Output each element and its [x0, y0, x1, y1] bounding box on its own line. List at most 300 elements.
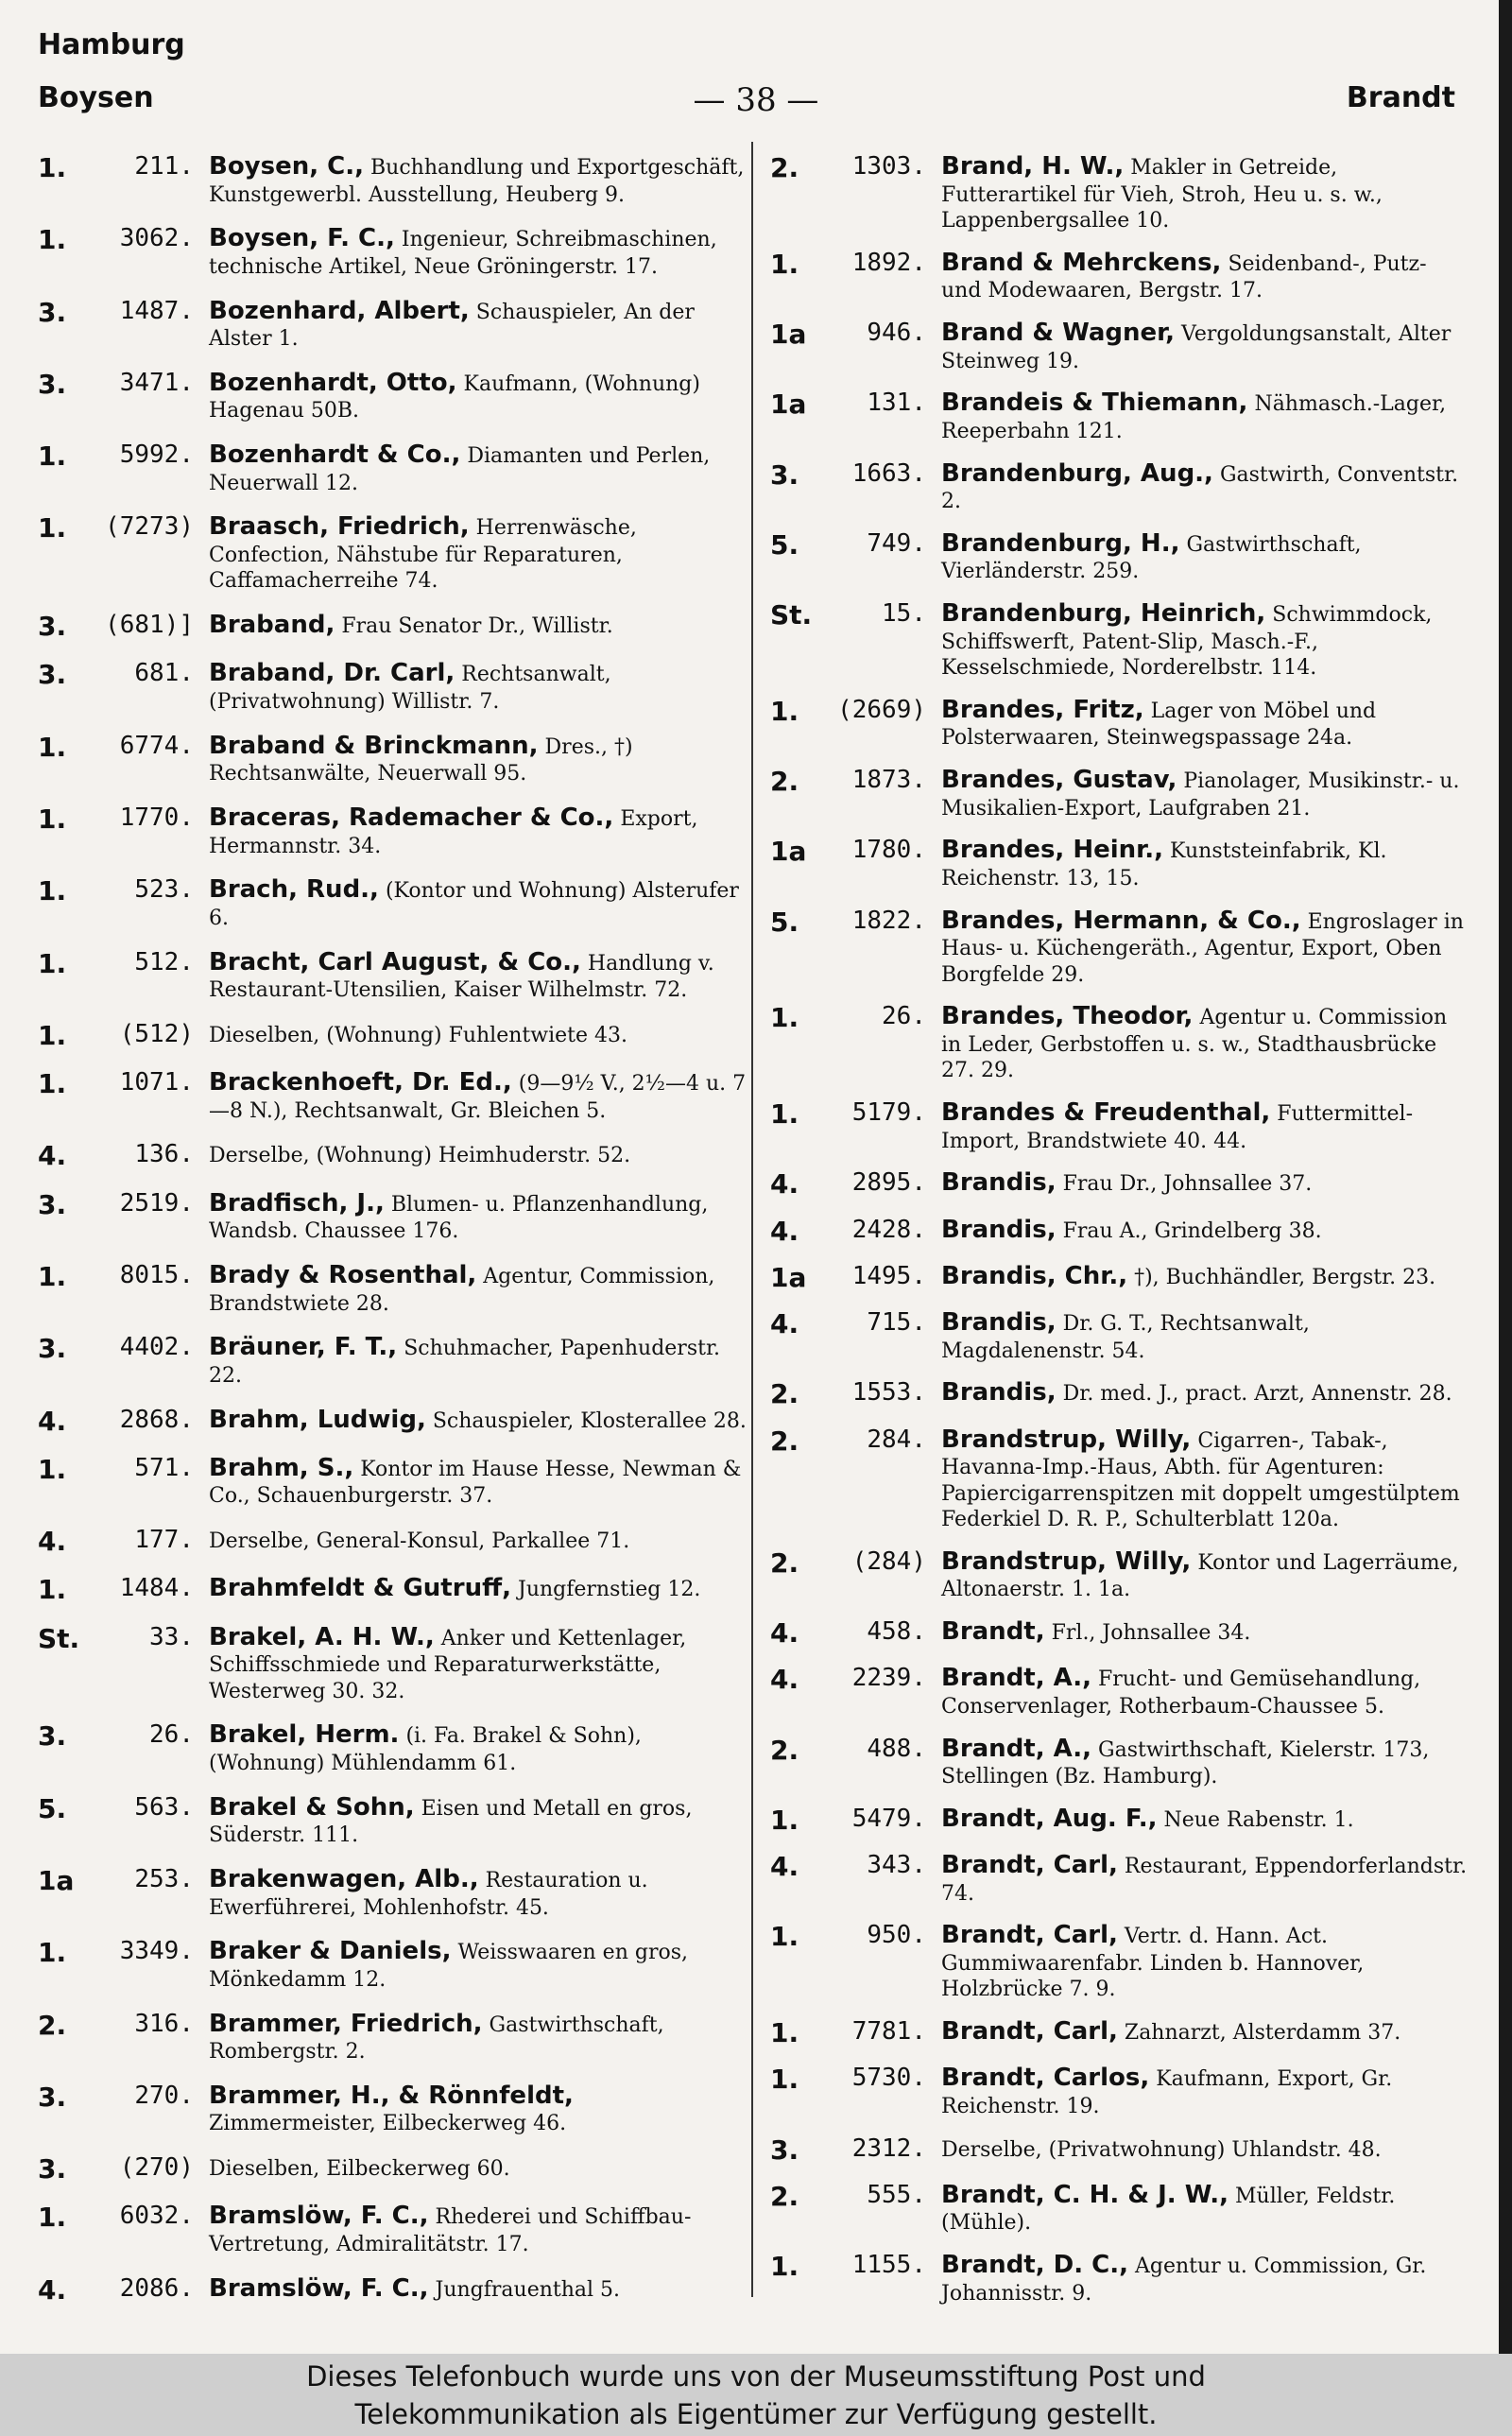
- entry-text: [209, 1019, 747, 1050]
- entry-text: [209, 1188, 747, 1245]
- phone-number: (512): [119, 1019, 194, 1048]
- directory-entry: [38, 658, 747, 715]
- exchange-code: 4.: [770, 1308, 799, 1339]
- phone-number: (284): [851, 1546, 926, 1576]
- phone-number: 1663.: [851, 458, 926, 488]
- phone-number: 15.: [882, 599, 926, 628]
- subscriber-details: Weisswaaren en gros, Mönkedamm 12.: [209, 1941, 688, 1992]
- subscriber-name: Boysen, C.,: [209, 152, 365, 181]
- entry-text: [941, 1734, 1469, 1790]
- directory-entry: [770, 2180, 1469, 2237]
- phone-number: 5730.: [851, 2064, 926, 2093]
- directory-entry: [770, 2016, 1469, 2049]
- subscriber-name: Brackenhoeft, Dr. Ed.,: [209, 1068, 512, 1097]
- entry-text: [209, 151, 747, 208]
- directory-entry: [38, 731, 747, 787]
- entry-text: [209, 1792, 747, 1849]
- phone-number: 1487.: [119, 296, 194, 325]
- exchange-code: 1.: [38, 1574, 67, 1606]
- subscriber-details: Agentur u. Commission, Gr. Johannisstr. 9.: [941, 2255, 1427, 2306]
- subscriber-name: Braband, Dr. Carl,: [209, 659, 455, 688]
- subscriber-details: Frau Senator Dr., Willistr.: [341, 614, 613, 639]
- exchange-code: 2.: [770, 766, 799, 797]
- subscriber-name: Brandt, Aug. F.,: [941, 1804, 1158, 1833]
- subscriber-name: Brandes, Heinr.,: [941, 836, 1164, 865]
- subscriber-details: Zahnarzt, Alsterdamm 37.: [1124, 2021, 1401, 2045]
- subscriber-details: Kontor und Lagerräume, Altonaerstr. 1. 1a.: [941, 1550, 1459, 1602]
- exchange-code: 3.: [38, 2081, 67, 2113]
- page-edge: [1499, 0, 1512, 2354]
- phone-number: 1495.: [851, 1261, 926, 1290]
- directory-entry: [770, 765, 1469, 821]
- subscriber-details: Dieselben, (Wohnung) Fuhlentwiete 43.: [209, 1023, 627, 1047]
- subscriber-name: Brandes, Gustav,: [941, 766, 1177, 794]
- directory-entry: [38, 947, 747, 1004]
- subscriber-details: Frucht- und Gemüsehandlung, Conservenlager, Rotherbaum-Chaussee 5.: [941, 1667, 1421, 1719]
- directory-entry: [38, 1405, 747, 1438]
- phone-number: 4402.: [119, 1333, 194, 1362]
- subscriber-details: Dieselben, Eilbeckerweg 60.: [209, 2157, 510, 2182]
- subscriber-name: Bräuner, F. T.,: [209, 1333, 398, 1362]
- subscriber-name: Bramslöw, F. C.,: [209, 2273, 429, 2303]
- subscriber-name: Brandis,: [941, 1168, 1057, 1198]
- subscriber-name: Brandt, Carlos,: [941, 2064, 1150, 2093]
- directory-entry: [38, 1936, 747, 1993]
- entry-text: [941, 2134, 1469, 2165]
- phone-number: 33.: [149, 1622, 194, 1651]
- subscriber-details: Export, Hermannstr. 34.: [209, 807, 698, 858]
- directory-entry: [38, 874, 747, 931]
- subscriber-details: Kunststeinfabrik, Kl. Reichenstr. 13, 15.: [941, 839, 1387, 890]
- entry-text: [209, 1525, 747, 1556]
- entry-text: [941, 835, 1469, 891]
- entry-text: [941, 2016, 1469, 2047]
- phone-number: 1553.: [851, 1378, 926, 1408]
- phone-number: 1484.: [119, 1574, 194, 1603]
- phone-number: (270): [119, 2153, 194, 2183]
- phone-number: 2239.: [851, 1664, 926, 1693]
- subscriber-name: Braasch, Friedrich,: [209, 512, 470, 542]
- entry-text: [941, 1546, 1469, 1603]
- subscriber-details: Pianolager, Musikinstr.- u. Musikalien-Export, Laufgraben 21.: [941, 769, 1460, 821]
- exchange-code: 5.: [770, 528, 799, 561]
- entry-text: [209, 874, 747, 931]
- entry-text: [941, 1215, 1469, 1246]
- directory-entry: [770, 598, 1469, 682]
- right-column: [770, 151, 1469, 2306]
- subscriber-details: Schauspieler, An der Alster 1.: [209, 300, 695, 352]
- entry-text: [209, 511, 747, 595]
- subscriber-name: Bozenhard, Albert,: [209, 296, 470, 325]
- directory-entry: [38, 1188, 747, 1245]
- subscriber-details: Vertr. d. Hann. Act. Gummiwaarenfabr. Linden b. Hannover, Holzbrücke 7. 9.: [941, 1925, 1365, 2002]
- directory-entry: [770, 248, 1469, 304]
- phone-number: 2868.: [119, 1405, 194, 1434]
- subscriber-details: Dres., †) Rechtsanwälte, Neuerwall 95.: [209, 734, 633, 786]
- directory-entry: [770, 1616, 1469, 1650]
- exchange-code: 3.: [38, 1720, 67, 1753]
- subscriber-details: Frau A., Grindelberg 38.: [1062, 1218, 1322, 1243]
- subscriber-details: Zimmermeister, Eilbeckerweg 46.: [209, 2112, 567, 2136]
- directory-entry: [38, 2081, 747, 2137]
- footer-line-1: Dieses Telefonbuch wurde uns von der Museumsstiftung Post und: [306, 2360, 1206, 2393]
- subscriber-details: Buchhandlung und Exportgeschäft, Kunstgewerbl. Ausstellung, Heuberg 9.: [209, 156, 745, 207]
- subscriber-name: Braceras, Rademacher & Co.,: [209, 803, 614, 833]
- phone-number: 2428.: [851, 1215, 926, 1244]
- phone-number: 26.: [882, 1002, 926, 1031]
- subscriber-name: Brandes, Fritz,: [941, 695, 1144, 724]
- entry-text: [209, 2201, 747, 2257]
- entry-text: [941, 151, 1469, 234]
- exchange-code: 1.: [38, 947, 67, 979]
- exchange-code: 1.: [38, 224, 67, 256]
- exchange-code: 3.: [38, 659, 67, 691]
- subscriber-details: Kontor im Hause Hesse, Newman & Co., Schauenburgerstr. 37.: [209, 1457, 742, 1509]
- entry-text: [209, 1332, 747, 1389]
- exchange-code: 4.: [38, 2273, 67, 2306]
- subscriber-name: Brandenburg, Aug.,: [941, 458, 1213, 488]
- subscriber-name: Brandstrup, Willy,: [941, 1425, 1192, 1454]
- subscriber-name: Brand & Wagner,: [941, 319, 1176, 347]
- exchange-code: 3.: [38, 611, 67, 643]
- directory-entry: [770, 1804, 1469, 1837]
- exchange-code: 1.: [770, 1002, 799, 1034]
- subscriber-details: Rhederei und Schiffbau-Vertretung, Admiralitätstr. 17.: [209, 2205, 692, 2256]
- exchange-code: 4.: [38, 1526, 67, 1558]
- directory-entry: [38, 610, 747, 643]
- entry-text: [941, 1167, 1469, 1199]
- entry-text: [941, 1425, 1469, 1533]
- exchange-code: 4.: [38, 1405, 67, 1437]
- exchange-code: 4.: [38, 1140, 67, 1172]
- left-guide-word: Boysen: [38, 81, 154, 114]
- entry-text: [209, 440, 747, 496]
- directory-entry: [38, 511, 747, 595]
- column-divider: [751, 142, 753, 2297]
- subscriber-name: Brandenburg, H.,: [941, 528, 1180, 558]
- exchange-code: 3.: [38, 1188, 67, 1220]
- entry-text: [941, 458, 1469, 515]
- subscriber-details: Seidenband-, Putz- und Modewaaren, Bergstr. 17.: [941, 251, 1427, 303]
- entry-text: [209, 223, 747, 280]
- subscriber-name: Brandis, Chr.,: [941, 1261, 1128, 1290]
- phone-number: 2086.: [119, 2273, 194, 2303]
- entry-text: [209, 368, 747, 424]
- entry-text: [941, 906, 1469, 989]
- directory-entry: [770, 1920, 1469, 2003]
- exchange-code: 2.: [770, 1378, 799, 1410]
- subscriber-name: Brandt, A.,: [941, 1664, 1092, 1693]
- subscriber-details: Vergoldungsanstalt, Alter Steinweg 19.: [941, 322, 1452, 373]
- exchange-code: 4.: [770, 1215, 799, 1247]
- subscriber-name: Braband,: [209, 611, 335, 640]
- directory-entry: [38, 1792, 747, 1849]
- subscriber-name: Brandt, Carl,: [941, 2017, 1118, 2046]
- directory-entry: [38, 440, 747, 496]
- entry-text: [941, 1261, 1469, 1292]
- phone-number: 950.: [867, 1921, 926, 1950]
- exchange-code: 1.: [38, 441, 67, 473]
- entry-text: [941, 1850, 1469, 1907]
- directory-entry: [770, 2250, 1469, 2306]
- subscriber-details: Herrenwäsche, Confection, Nähstube für Reparaturen, Caffamacherreihe 74.: [209, 516, 637, 594]
- exchange-code: 1.: [770, 1804, 799, 1836]
- directory-entry: [770, 1097, 1469, 1154]
- exchange-code: 1a: [770, 319, 807, 350]
- subscriber-details: Neue Rabenstr. 1.: [1163, 1807, 1354, 1832]
- phone-number: 2519.: [119, 1188, 194, 1218]
- subscriber-details: Müller, Feldstr. (Mühle).: [941, 2184, 1396, 2236]
- exchange-code: 5.: [770, 906, 799, 938]
- entry-text: [209, 803, 747, 859]
- directory-entry: [38, 1453, 747, 1510]
- phone-number: 5179.: [851, 1098, 926, 1127]
- directory-entry: [770, 1850, 1469, 1907]
- subscriber-name: Brakel, A. H. W.,: [209, 1622, 435, 1651]
- subscriber-name: Boysen, F. C.,: [209, 224, 395, 253]
- exchange-code: 1.: [38, 152, 67, 183]
- subscriber-name: Brandstrup, Willy,: [941, 1546, 1192, 1576]
- directory-entry: [770, 1167, 1469, 1201]
- subscriber-details: Agentur, Commission, Brandstwiete 28.: [209, 1265, 715, 1316]
- phone-number: 1770.: [119, 803, 194, 833]
- subscriber-name: Brandis,: [941, 1378, 1057, 1408]
- phone-number: 571.: [134, 1453, 194, 1482]
- phone-number: (681)]: [105, 611, 194, 640]
- entry-text: [941, 1097, 1469, 1154]
- entry-text: [941, 1804, 1469, 1835]
- subscriber-details: Gastwirthschaft, Rombergstr. 2.: [209, 2013, 664, 2065]
- phone-number: 5992.: [119, 441, 194, 470]
- subscriber-details: Kaufmann, Export, Gr. Reichenstr. 19.: [941, 2067, 1393, 2118]
- entry-text: [209, 1864, 747, 1921]
- phone-number: 253.: [134, 1865, 194, 1894]
- exchange-code: 2.: [770, 1425, 799, 1457]
- directory-entry: [770, 695, 1469, 752]
- subscriber-name: Brand & Mehrckens,: [941, 248, 1222, 277]
- subscriber-name: Brandt, Carl,: [941, 1851, 1118, 1879]
- exchange-code: 1.: [38, 2202, 67, 2234]
- entry-text: [941, 1920, 1469, 2003]
- subscriber-details: (9—9½ V., 2½—4 u. 7—8 N.), Rechtsanwalt, Gr. Bleichen 5.: [209, 1072, 747, 1123]
- subscriber-name: Brandt, C. H. & J. W.,: [941, 2180, 1229, 2209]
- subscriber-details: Schauspieler, Klosterallee 28.: [432, 1408, 747, 1433]
- entry-text: [209, 2009, 747, 2065]
- exchange-code: 1.: [770, 695, 799, 727]
- subscriber-name: Bramslöw, F. C.,: [209, 2202, 429, 2231]
- directory-entry: [770, 151, 1469, 234]
- subscriber-name: Brandis,: [941, 1215, 1057, 1244]
- subscriber-name: Bozenhardt & Co.,: [209, 441, 461, 470]
- entry-text: [209, 2273, 747, 2305]
- phone-number: 26.: [149, 1720, 194, 1750]
- subscriber-details: Kaufmann, (Wohnung) Hagenau 50B.: [209, 371, 700, 423]
- entry-text: [941, 1377, 1469, 1408]
- footer-notice: [0, 2354, 1512, 2436]
- exchange-code: 1a: [770, 389, 807, 421]
- subscriber-details: Derselbe, General-Konsul, Parkallee 71.: [209, 1529, 630, 1554]
- phone-number: 136.: [134, 1140, 194, 1169]
- directory-entry: [38, 1019, 747, 1052]
- subscriber-name: Braband & Brinckmann,: [209, 731, 539, 760]
- exchange-code: 2.: [770, 2180, 799, 2212]
- exchange-code: 1.: [38, 803, 67, 836]
- subscriber-details: Lager von Möbel und Polsterwaaren, Steinwegspassage 24a.: [941, 699, 1377, 751]
- phone-number: 270.: [134, 2081, 194, 2110]
- exchange-code: 1.: [770, 1098, 799, 1130]
- directory-entry: [770, 835, 1469, 891]
- phone-number: 715.: [867, 1308, 926, 1337]
- directory-entry: [770, 1425, 1469, 1533]
- subscriber-details: Dr. G. T., Rechtsanwalt, Magdalenenstr. 54.: [941, 1312, 1310, 1363]
- entry-text: [941, 2250, 1469, 2306]
- phone-number: 1892.: [851, 248, 926, 277]
- directory-entry: [38, 2201, 747, 2257]
- subscriber-name: Brandes, Hermann, & Co.,: [941, 906, 1301, 935]
- exchange-code: 1.: [38, 1261, 67, 1292]
- directory-entry: [38, 1573, 747, 1606]
- directory-entry: [38, 1622, 747, 1705]
- directory-entry: [38, 151, 747, 208]
- entry-text: [941, 765, 1469, 821]
- phone-number: 6774.: [119, 731, 194, 760]
- entry-text: [941, 528, 1469, 585]
- subscriber-name: Brandt, A.,: [941, 1734, 1092, 1763]
- phone-number: 284.: [867, 1425, 926, 1454]
- phone-number: 7781.: [851, 2017, 926, 2046]
- entry-text: [941, 598, 1469, 682]
- subscriber-details: Gastwirthschaft, Vierländerstr. 259.: [941, 532, 1362, 584]
- phone-number: 563.: [134, 1792, 194, 1822]
- exchange-code: 2.: [38, 2009, 67, 2041]
- subscriber-name: Bracht, Carl August, & Co.,: [209, 947, 581, 976]
- entry-text: [941, 1663, 1469, 1719]
- entry-text: [209, 1067, 747, 1124]
- entry-text: [209, 731, 747, 787]
- subscriber-details: Gastwirthschaft, Kielerstr. 173, Stellingen (Bz. Hamburg).: [941, 1737, 1430, 1788]
- entry-text: [209, 1260, 747, 1317]
- directory-entry: [38, 223, 747, 280]
- subscriber-name: Brady & Rosenthal,: [209, 1261, 477, 1289]
- exchange-code: 1.: [770, 2251, 799, 2282]
- right-guide-word: Brandt: [1346, 81, 1455, 114]
- exchange-code: 3.: [38, 2153, 67, 2185]
- subscriber-details: Makler in Getreide, Futterartikel für Vieh, Stroh, Heu u. s. w., Lappenbergsallee 10.: [941, 156, 1383, 233]
- page-number: — 38 —: [693, 81, 819, 119]
- subscriber-details: Restauration u. Ewerführerei, Mohlenhofstr. 45.: [209, 1869, 648, 1920]
- phone-number: 3471.: [119, 368, 194, 397]
- directory-entry: [38, 1067, 747, 1124]
- city-heading: Hamburg: [38, 28, 185, 61]
- exchange-code: 5.: [38, 1792, 67, 1824]
- subscriber-name: Brahm, Ludwig,: [209, 1405, 426, 1434]
- directory-entry: [770, 2063, 1469, 2119]
- exchange-code: 4.: [770, 1617, 799, 1649]
- subscriber-details: Eisen und Metall en gros, Süderstr. 111.: [209, 1796, 693, 1848]
- subscriber-name: Brakel, Herm.: [209, 1720, 400, 1750]
- subscriber-name: Brakel & Sohn,: [209, 1792, 415, 1822]
- phone-number: 3062.: [119, 224, 194, 253]
- subscriber-details: Blumen- u. Pflanzenhandlung, Wandsb. Chaussee 176.: [209, 1192, 709, 1244]
- entry-text: [209, 1573, 747, 1604]
- exchange-code: St.: [38, 1622, 80, 1654]
- exchange-code: 1.: [38, 512, 67, 544]
- exchange-code: 1.: [38, 1068, 67, 1100]
- subscriber-details: Jungfrauenthal 5.: [435, 2277, 621, 2302]
- directory-entry: [38, 1260, 747, 1317]
- exchange-code: 1.: [770, 2017, 799, 2048]
- directory-entry: [38, 1139, 747, 1172]
- exchange-code: 1a: [770, 836, 807, 868]
- exchange-code: 1.: [770, 2064, 799, 2096]
- phone-number: 749.: [867, 528, 926, 558]
- phone-number: 488.: [867, 1734, 926, 1763]
- directory-entry: [38, 1719, 747, 1776]
- subscriber-name: Brammer, Friedrich,: [209, 2009, 483, 2038]
- exchange-code: 1.: [38, 731, 67, 763]
- exchange-code: 1.: [38, 1019, 67, 1051]
- directory-entry: [38, 1332, 747, 1389]
- directory-entry: [770, 1663, 1469, 1719]
- exchange-code: 4.: [770, 1168, 799, 1201]
- phone-number: 131.: [867, 389, 926, 418]
- entry-text: [209, 658, 747, 715]
- entry-text: [209, 1139, 747, 1170]
- phone-number: 1155.: [851, 2251, 926, 2279]
- subscriber-details: Ingenieur, Schreibmaschinen, technische Artikel, Neue Gröningerstr. 17.: [209, 228, 717, 279]
- exchange-code: 1.: [770, 248, 799, 280]
- subscriber-name: Brand, H. W.,: [941, 152, 1125, 181]
- subscriber-name: Brakenwagen, Alb.,: [209, 1865, 479, 1894]
- subscriber-details: †), Buchhändler, Bergstr. 23.: [1134, 1265, 1436, 1289]
- directory-entry: [770, 1546, 1469, 1603]
- subscriber-details: Anker und Kettenlager, Schiffsschmiede und Reparaturwerkstätte, Westerweg 30. 32.: [209, 1626, 687, 1703]
- subscriber-name: Brach, Rud.,: [209, 875, 379, 905]
- phone-number: 681.: [134, 659, 194, 688]
- footer-line-2: Telekommunikation als Eigentümer zur Verfügung gestellt.: [354, 2398, 1158, 2430]
- entry-text: [209, 296, 747, 353]
- phone-number: 5479.: [851, 1804, 926, 1833]
- phone-number: 458.: [867, 1617, 926, 1646]
- directory-entry: [770, 1734, 1469, 1790]
- subscriber-name: Braker & Daniels,: [209, 1937, 452, 1966]
- subscriber-name: Brahm, S.,: [209, 1453, 354, 1482]
- subscriber-details: Restaurant, Eppendorferlandstr. 74.: [941, 1855, 1468, 1906]
- phone-number: 1071.: [119, 1068, 194, 1097]
- phone-number: 211.: [134, 152, 194, 181]
- exchange-code: 2.: [770, 1546, 799, 1579]
- entry-text: [209, 1719, 747, 1776]
- directory-entry: [770, 1377, 1469, 1410]
- directory-entry: [770, 388, 1469, 444]
- phone-number: (7273): [105, 512, 194, 542]
- exchange-code: St.: [770, 599, 813, 631]
- subscriber-name: Brandt, D. C.,: [941, 2251, 1129, 2279]
- phone-number: 8015.: [119, 1261, 194, 1289]
- subscriber-name: Brammer, H., & Rönnfeldt,: [209, 2081, 574, 2110]
- exchange-code: 3.: [770, 2134, 799, 2166]
- phone-number: 1822.: [851, 906, 926, 935]
- entry-text: [209, 2152, 747, 2184]
- entry-text: [209, 1622, 747, 1705]
- subscriber-details: Rechtsanwalt, (Privatwohnung) Willistr. 7.: [209, 663, 611, 714]
- left-column: [38, 151, 747, 2306]
- subscriber-name: Brandis,: [941, 1308, 1057, 1337]
- exchange-code: 2.: [770, 1734, 799, 1766]
- subscriber-name: Brandeis & Thiemann,: [941, 389, 1248, 418]
- phone-number: 1780.: [851, 836, 926, 865]
- exchange-code: 2.: [770, 152, 799, 183]
